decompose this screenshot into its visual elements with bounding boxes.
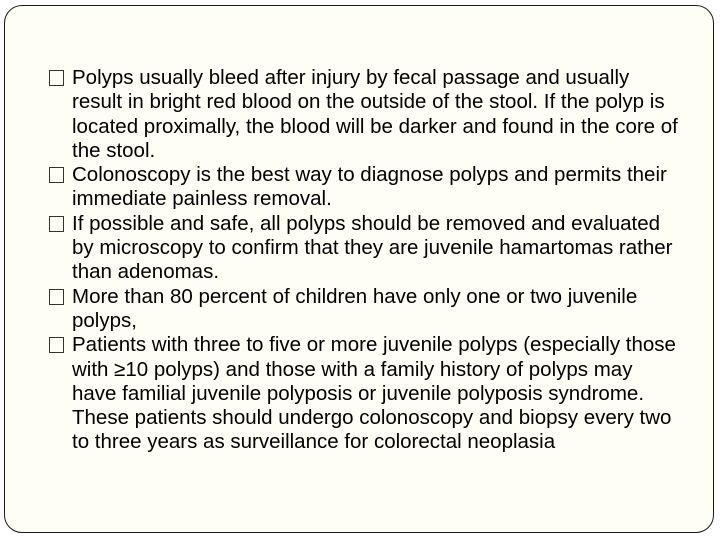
bullet-text: Polyps usually bleed after injury by fecal passage and usually result in bright red blood on the outside of the stool. If the polyp is located proximally, the blood will be darker and found in the core of the stool. — [72, 66, 678, 162]
bullet-text: More than 80 percent of children have only one or two juvenile polyps, — [72, 284, 638, 332]
bullet-item — [48, 66, 678, 163]
bullet-text: Colonoscopy is the best way to diagnose polyps and permits their immediate painless removal. — [72, 163, 667, 211]
bullet-list — [48, 66, 678, 455]
square-bullet-icon — [49, 70, 64, 86]
bullet-item — [48, 333, 678, 454]
bullet-text: If possible and safe, all polyps should be removed and evaluated by microscopy to confirm that they are juvenile hamartomas rather than adenomas. — [72, 211, 673, 284]
bullet-item — [48, 163, 678, 212]
square-bullet-icon — [49, 216, 64, 232]
square-bullet-icon — [49, 337, 64, 353]
square-bullet-icon — [49, 167, 64, 183]
bullet-text: Patients with three to five or more juvenile polyps (especially those with ≥10 polyps) and those with a family history of polyps may have familial juvenile polyposis or juvenile polyposis syndrome. These patients should undergo colonoscopy and biopsy every two to three years as surveillance for colorectal neoplasia — [72, 333, 676, 454]
bullet-item — [48, 212, 678, 285]
bullet-item — [48, 285, 678, 334]
square-bullet-icon — [49, 289, 64, 305]
